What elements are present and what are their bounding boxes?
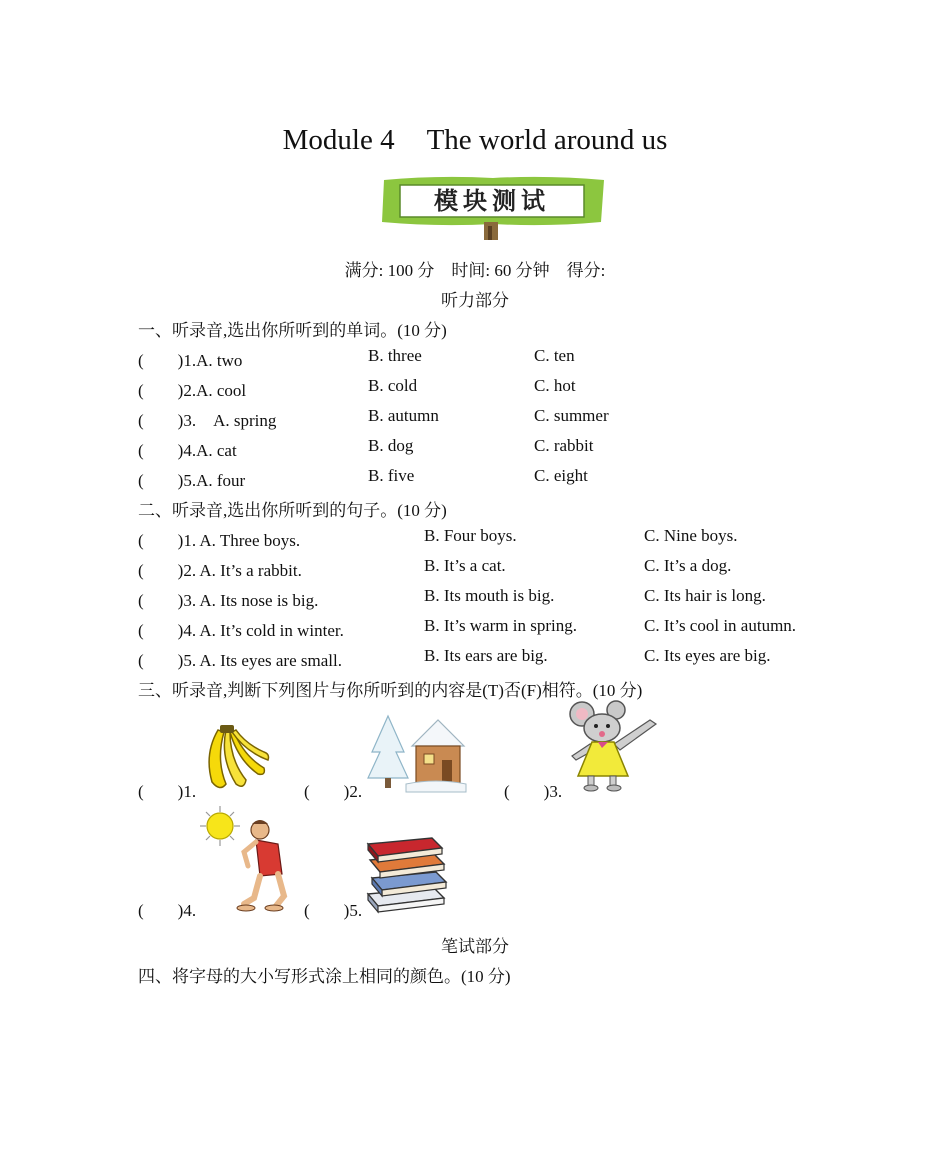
s2-item-1 — [0, 526, 950, 550]
option-a: ( )4.A. cat — [138, 441, 237, 460]
s3-label-1: ( )1. — [138, 782, 197, 801]
page-title — [0, 124, 950, 157]
option-c: C. It’s a dog. — [644, 556, 732, 575]
title-subject: The world around us — [426, 124, 668, 156]
option-a: ( )1.A. two — [138, 351, 243, 370]
option-b: B. five — [368, 466, 415, 485]
option-c: C. rabbit — [534, 436, 594, 455]
option-b: B. cold — [368, 376, 418, 395]
badge-text: 模块测试 — [434, 187, 550, 215]
option-b: B. Four boys. — [424, 526, 517, 545]
option-a: ( )3. A. Its nose is big. — [138, 591, 319, 610]
listening-header: 听力部分 — [441, 291, 509, 310]
option-b: B. Its ears are big. — [424, 646, 548, 665]
option-b: B. dog — [368, 436, 414, 455]
option-c: C. summer — [534, 406, 609, 425]
option-c: C. Its hair is long. — [644, 586, 766, 605]
s2-item-2 — [0, 556, 950, 580]
s3-label-3: ( )3. — [504, 782, 563, 801]
s3-label-2: ( )2. — [304, 782, 363, 801]
s1-item-5 — [0, 466, 950, 490]
score-line: 满分: 100 分 时间: 60 分钟 得分: — [344, 261, 606, 280]
mouse-girl-icon — [564, 700, 662, 794]
module-test-badge — [378, 174, 608, 244]
s1-item-1 — [0, 346, 950, 370]
s1-item-3 — [0, 406, 950, 430]
s1-item-2 — [0, 376, 950, 400]
writing-header: 笔试部分 — [441, 937, 509, 956]
option-c: C. eight — [534, 466, 588, 485]
option-b: B. It’s a cat. — [424, 556, 506, 575]
hot-sun-man-icon — [198, 804, 294, 912]
s2-item-5 — [0, 646, 950, 670]
option-b: B. three — [368, 346, 422, 365]
winter-house-icon — [366, 712, 468, 794]
section4-heading: 四、将字母的大小写形式涂上相同的颜色。(10 分) — [138, 967, 511, 986]
option-c: C. ten — [534, 346, 575, 365]
option-c: C. hot — [534, 376, 576, 395]
option-b: B. It’s warm in spring. — [424, 616, 577, 635]
option-a: ( )5. A. Its eyes are small. — [138, 651, 342, 670]
option-c: C. Nine boys. — [644, 526, 738, 545]
option-c: C. It’s cool in autumn. — [644, 616, 797, 635]
s2-item-3 — [0, 586, 950, 610]
section1-heading: 一、听录音,选出你所听到的单词。(10 分) — [138, 321, 447, 340]
option-c: C. Its eyes are big. — [644, 646, 771, 665]
option-b: B. autumn — [368, 406, 439, 425]
title-module: Module 4 — [282, 124, 395, 156]
books-icon — [364, 836, 450, 914]
option-a: ( )4. A. It’s cold in winter. — [138, 621, 344, 640]
s3-label-5: ( )5. — [304, 901, 363, 920]
option-a: ( )1. A. Three boys. — [138, 531, 301, 550]
banana-icon — [198, 724, 270, 794]
section2-heading: 二、听录音,选出你所听到的句子。(10 分) — [138, 501, 447, 520]
option-a: ( )2. A. It’s a rabbit. — [138, 561, 302, 580]
option-a: ( )3. A. spring — [138, 411, 277, 430]
option-a: ( )2.A. cool — [138, 381, 247, 400]
section3-heading: 三、听录音,判断下列图片与你所听到的内容是(T)否(F)相符。(10 分) — [138, 681, 643, 700]
option-b: B. Its mouth is big. — [424, 586, 555, 605]
option-a: ( )5.A. four — [138, 471, 246, 490]
s2-item-4 — [0, 616, 950, 640]
s1-item-4 — [0, 436, 950, 460]
s3-label-4: ( )4. — [138, 901, 197, 920]
